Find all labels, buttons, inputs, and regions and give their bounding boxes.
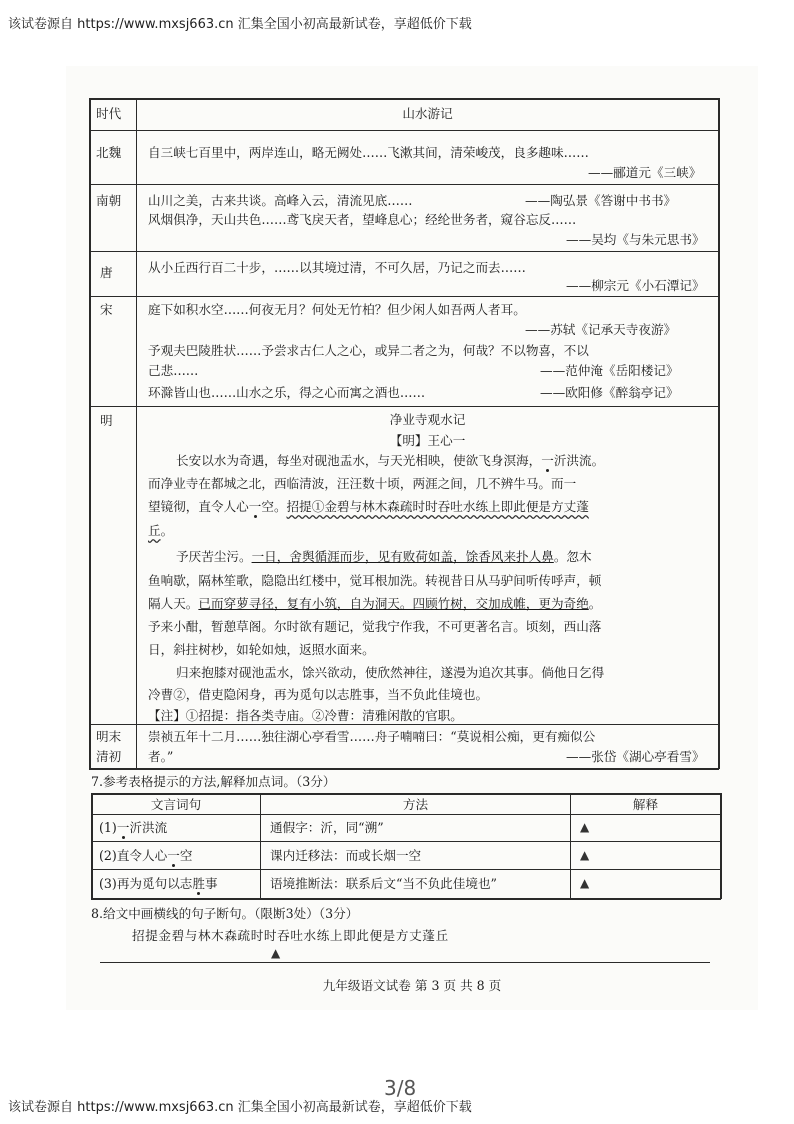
header-title: 山水游记 [402, 106, 453, 121]
footer-page-info: 九年级语文试卷 第 3 页 共 8 页 [322, 978, 502, 993]
q8-answer-mark[interactable]: ▲ [271, 946, 281, 960]
song-line3: 环滁皆山也……山水之乐，得之心而寓之酒也…… [148, 385, 426, 400]
q8-title: 8.给文中画横线的句子断句。（限断3处）（3分） [91, 906, 359, 921]
q8-sentence: 招提金碧与林木森疏时时吞吐水练上即此便是方丈蓬丘 [132, 928, 449, 943]
song-source1: ——苏轼《记承天寺夜游》 [525, 322, 677, 337]
q7-row1-phrase: (1)一沂洪流 [99, 820, 168, 835]
ming-p2-line2: 鱼响歇，隔林笙歌，隐隐出红楼中，觉耳根加洗。转视昔日从马驴间听传呼声，顿 [148, 573, 602, 588]
q7-header-phrase: 文言词句 [150, 797, 202, 812]
era-nanchao: 南朝 [96, 193, 122, 208]
song-source2: ——范仲淹《岳阳楼记》 [540, 363, 679, 378]
q7-row3-phrase: (3)再为觅句以志胜事 [99, 876, 218, 891]
top-banner: 该试卷源自 https://www.mxsj663.cn 汇集全国小初高最新试卷，享超低价下载 [8, 17, 472, 32]
ming-p3-line2: 冷曹②，借吏隐闲身，再为觅句以志胜事，当不负此佳境也。 [148, 687, 489, 702]
q7-row2-phrase: (2)直令人心一空 [99, 848, 193, 863]
ming-p3-line1: 归来抱膝对砚池盂水，馀兴欲动，使欣然神往，遂漫为追次其事。倘他日乞得 [176, 665, 605, 680]
dotted-word-yi: 一 [541, 453, 554, 468]
q7-header-method: 方法 [402, 797, 429, 812]
tang-source1: ——柳宗元《小石潭记》 [566, 278, 705, 293]
era-song: 宋 [100, 302, 113, 317]
beiwei-line1: 自三峡七百里中，两岸连山，略无阙处……飞漱其间，清荣峻茂，良多趣味…… [148, 145, 589, 160]
ming-p1-line2: 而净业寺在都城之北，西临清波，汪汪数十顷，两涯之间，几不辨牛马。而一 [148, 476, 577, 491]
q7-row1-method: 通假字：沂，同“溯” [270, 820, 384, 835]
q7-row2-method: 课内迁移法：而或长烟一空 [270, 848, 422, 863]
mingmo-line2: 者。” [148, 749, 174, 764]
bottom-banner: 该试卷源自 https://www.mxsj663.cn 汇集全国小初高最新试卷，享超低价下载 [8, 1100, 472, 1115]
dotted-word-yi-2: 一 [248, 499, 262, 514]
page-number-indicator: 3/8 [384, 1076, 417, 1100]
wavy-underlined-sentence: 招提①金碧与林木森疏时时吞吐水练上即此便是方丈蓬 [286, 499, 589, 514]
ming-p2-line4: 予来小酣，暂憩草阁。尔时欲有题记，觉我宁作我，不可更著名言。顷刻，西山落 [148, 619, 602, 634]
era-mingmo: 明末 [96, 729, 122, 744]
ming-p1-line4: 丘。 [148, 523, 174, 538]
ming-p2-line1: 予厌苦尘污。一日，舍舆循涯而步，见有败荷如盖，馀香风来扑人鼻。忽木 [176, 549, 592, 564]
era-ming: 明 [100, 413, 113, 428]
song-source3: ——欧阳修《醉翁亭记》 [540, 385, 679, 400]
ming-p2-line5: 日，斜拄树杪，如轮如烛，返照水面来。 [148, 642, 375, 657]
era-qingchu: 清初 [96, 749, 122, 764]
song-line2a: 予观夫巴陵胜状……予尝求古仁人之心，或异二者之为，何哉？不以物喜，不以 [148, 343, 589, 358]
underlined-sentence-1: 一日，舍舆循涯而步，见有败荷如盖，馀香风来扑人鼻 [251, 549, 554, 564]
ming-p1-line3: 望镜彻，直令人心一空。招提①金碧与林木森疏时时吞吐水练上即此便是方丈蓬 [148, 499, 589, 514]
q7-title: 7.参考表格提示的方法,解释加点词。（3分） [91, 774, 336, 789]
tang-line1: 从小丘西行百二十步，……以其境过清，不可久居，乃记之而去…… [148, 260, 526, 275]
beiwei-source1: ——郦道元《三峡》 [588, 165, 702, 180]
song-line2b: 己悲…… [148, 363, 199, 378]
nanchao-line2: 风烟俱净，天山共色……鸢飞戾天者，望峰息心；经纶世务者，窥谷忘反…… [148, 212, 577, 227]
mingmo-source1: ——张岱《湖心亭看雪》 [566, 749, 705, 764]
ming-author: 【明】王心一 [389, 433, 466, 448]
answer-line [100, 962, 710, 963]
nanchao-source1: ——陶弘景《答谢中书书》 [525, 193, 677, 208]
era-beiwei: 北魏 [96, 145, 122, 160]
nanchao-source2: ——吴均《与朱元思书》 [566, 232, 705, 247]
q7-row3-answer-mark[interactable]: ▲ [580, 876, 590, 890]
mingmo-line1: 崇祯五年十二月……独往湖心亭看雪……舟子喃喃曰：“莫说相公痴，更有痴似公 [148, 729, 596, 744]
nanchao-line1: 山川之美，古来共谈。高峰入云，清流见底…… [148, 193, 413, 208]
q7-row1-answer-mark[interactable]: ▲ [580, 820, 590, 834]
ming-p1-line1: 长安以水为奇遇，每坐对砚池盂水，与天光相映，使欲飞身溟海，一沂洪流。 [176, 453, 605, 468]
ming-p2-line3: 隔人天。已而穿萝寻径，复有小筑，自为洞天。四顾竹树，交加成帷，更为奇绝。 [148, 596, 602, 611]
ming-note: 【注】①招提：指各类寺庙。②冷曹：清雅闲散的官职。 [148, 708, 463, 723]
era-tang: 唐 [100, 265, 113, 280]
ming-title: 净业寺观水记 [389, 412, 466, 427]
q7-row3-method: 语境推断法：联系后文“当不负此佳境也” [270, 876, 497, 891]
underlined-sentence-2: 已而穿萝寻径，复有小筑，自为洞天。四顾竹树，交加成帷，更为奇绝 [198, 596, 589, 611]
song-line1: 庭下如积水空……何夜无月？何处无竹柏？但少闲人如吾两人者耳。 [148, 302, 526, 317]
q7-header-answer: 解释 [632, 797, 659, 812]
q7-row2-answer-mark[interactable]: ▲ [580, 848, 590, 862]
header-era: 时代 [96, 106, 122, 121]
